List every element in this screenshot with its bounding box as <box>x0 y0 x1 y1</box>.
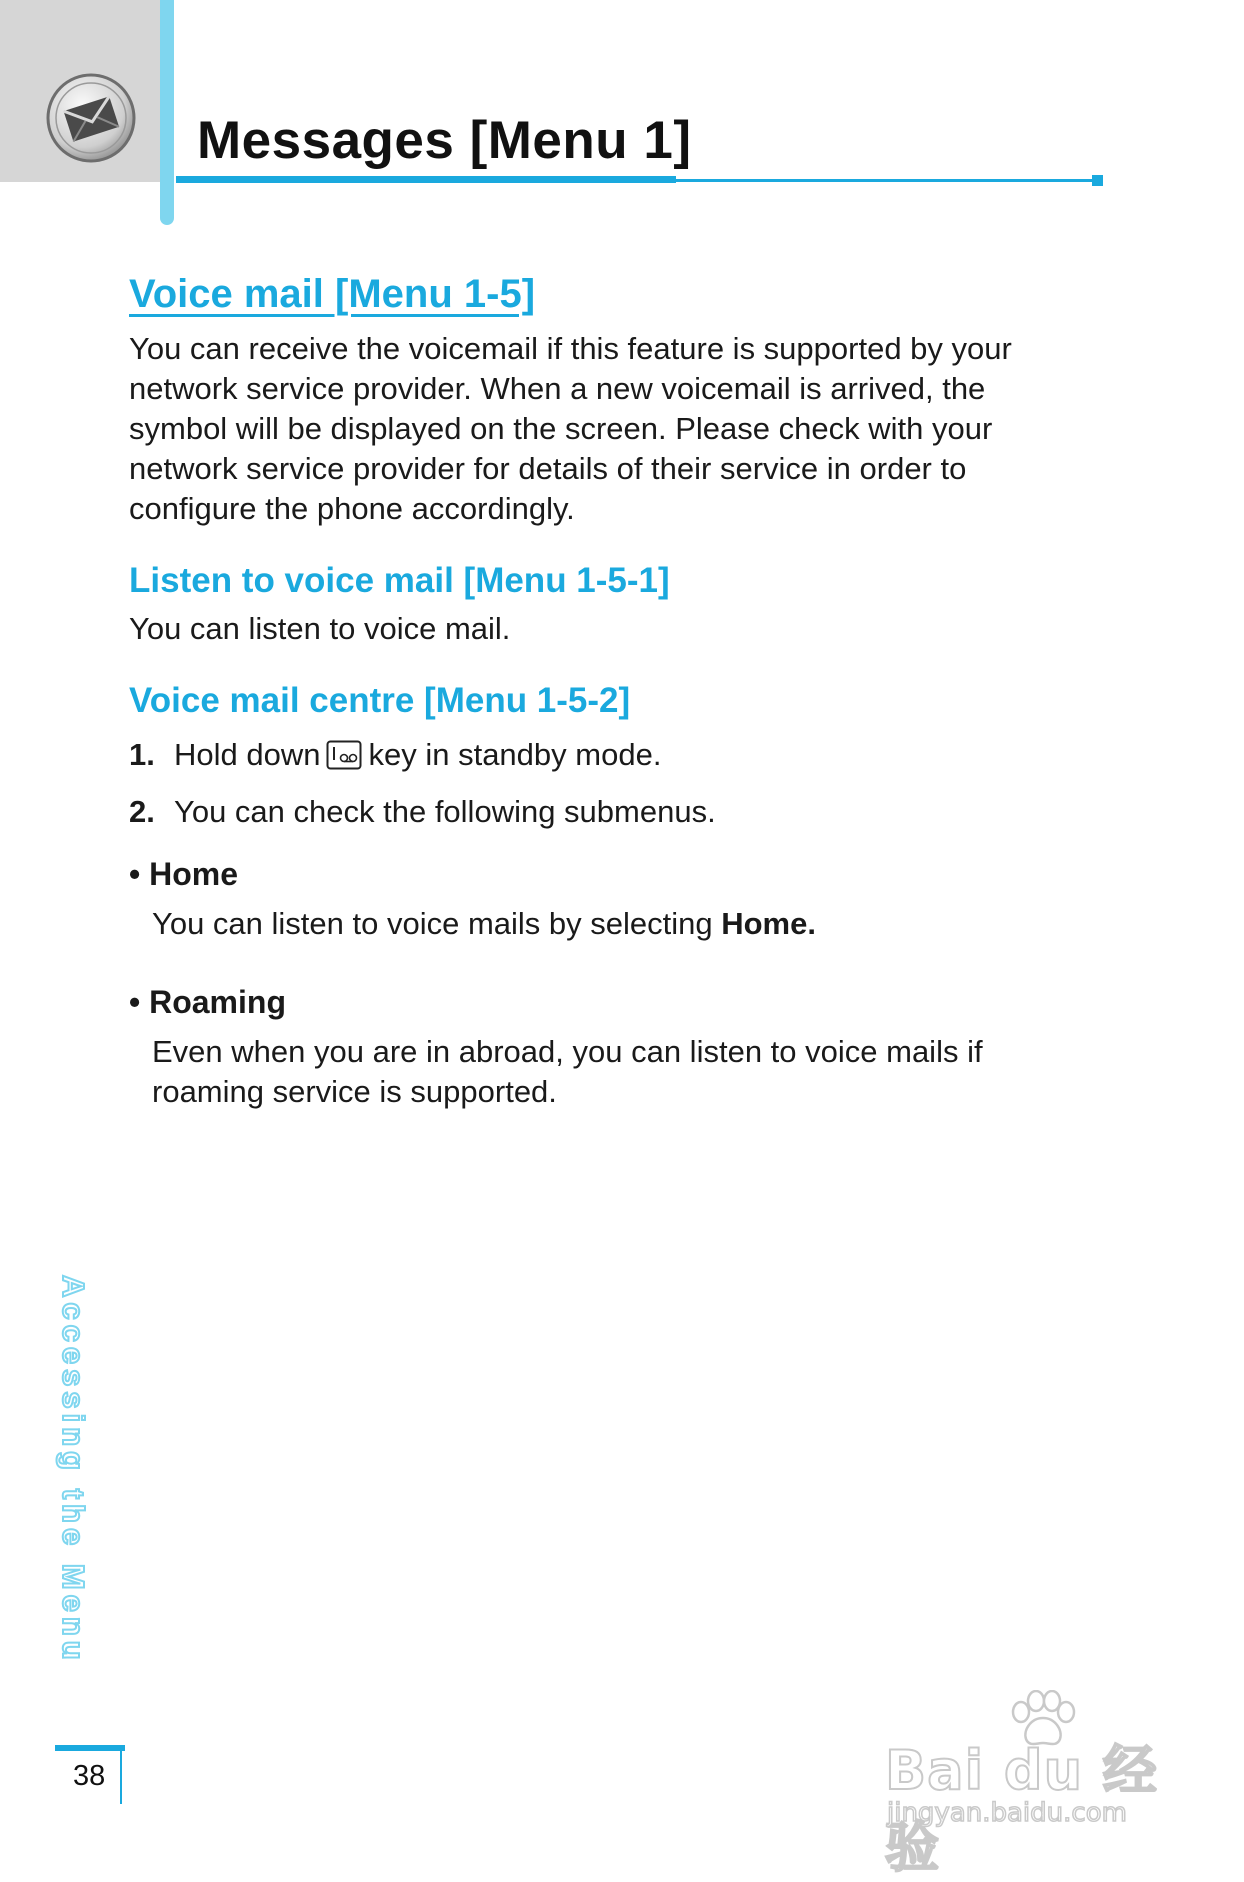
title-rule-end-square <box>1092 175 1103 186</box>
step-text: Hold down <box>174 737 321 772</box>
title-rule <box>176 176 676 183</box>
option-home <box>129 854 1089 944</box>
step-number: 1. <box>129 737 155 772</box>
option-body-text: You can listen to voice mails by selecting <box>152 906 713 941</box>
option-title: • Home <box>129 856 238 892</box>
watermark-text: Bai du 经验 <box>885 1739 1158 1879</box>
step-text: You can check the following submenus. <box>174 794 716 829</box>
header-accent-stripe <box>160 0 174 225</box>
envelope-icon <box>45 72 137 164</box>
voice-mail-centre-title: Voice mail centre [Menu 1-5-2] <box>129 681 631 720</box>
step-list <box>129 735 1089 832</box>
page-number-rule <box>55 1745 125 1751</box>
watermark <box>885 1690 1185 1879</box>
option-body <box>152 904 1089 944</box>
option-roaming <box>129 982 1089 1112</box>
section-side-label: Accessing the Menu <box>56 1275 91 1665</box>
page-number-side-rule <box>120 1751 122 1804</box>
step-item <box>129 792 1089 832</box>
section-title: Voice mail [Menu 1-5] <box>129 272 536 316</box>
listen-voice-mail-title: Listen to voice mail [Menu 1-5-1] <box>129 561 670 600</box>
step-text-after: key in standby mode. <box>368 737 662 772</box>
main-content <box>129 272 1089 1112</box>
section-intro: You can receive the voicemail if this feature is supported by your network service provider. When a new voicemail is arrived, the symbol will be displayed on the screen. Please check with your network service provider for details of their service in order to configure the phone accordingly. <box>129 331 1012 526</box>
watermark-url: jingyan.baidu.com <box>887 1798 1127 1828</box>
page-title: Messages [Menu 1] <box>197 111 692 170</box>
title-rule-extension <box>676 179 1096 182</box>
option-emphasis: Home. <box>721 906 816 941</box>
listen-voice-mail-body: You can listen to voice mail. <box>129 611 511 646</box>
step-item <box>129 735 1089 780</box>
option-title: • Roaming <box>129 984 286 1020</box>
page-number: 38 <box>73 1760 106 1792</box>
step-number: 2. <box>129 794 155 829</box>
option-body: Even when you are in abroad, you can listen to voice mails if roaming service is supported. <box>152 1034 983 1109</box>
voicemail-key-icon <box>326 740 362 780</box>
